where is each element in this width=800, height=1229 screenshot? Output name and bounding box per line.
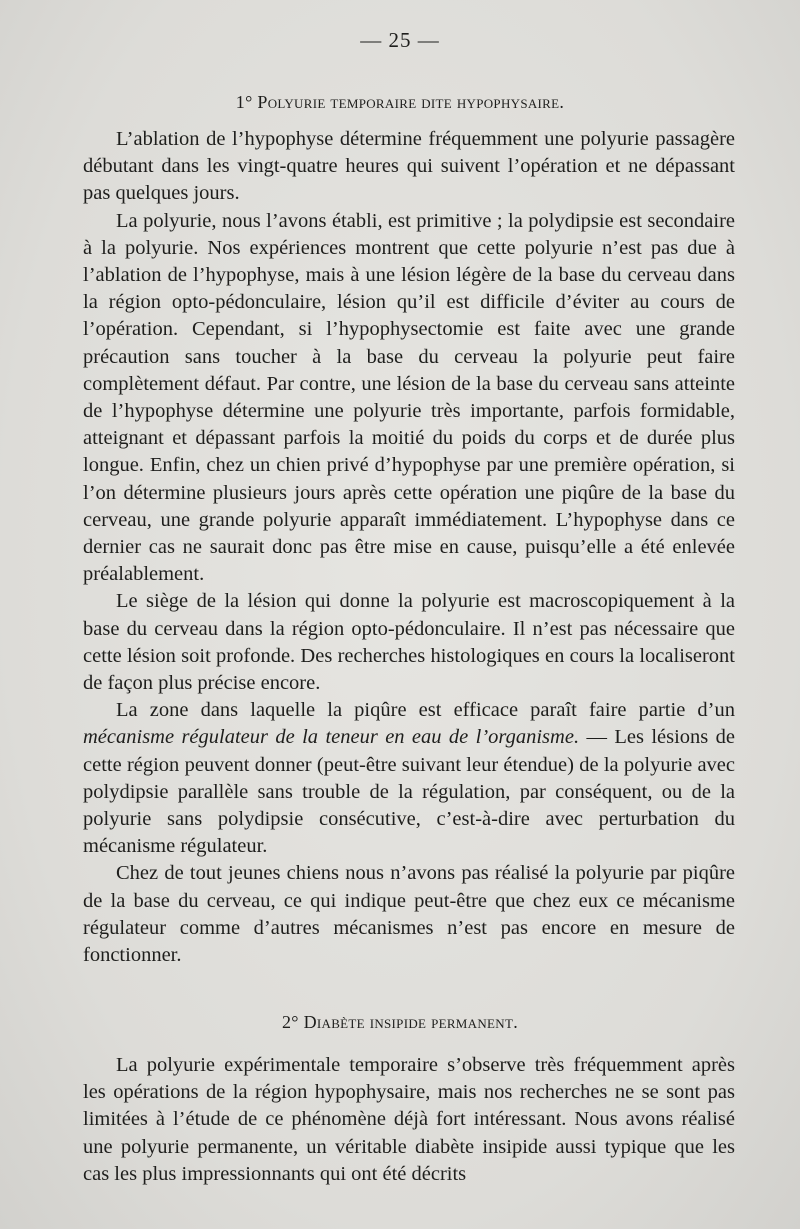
- paragraph: La polyurie expérimentale temporaire s’observe très fréquemment après les opérations de la région hypophysaire, mais nos recherches ne se sont pas limitées à l’étude de ce phénomène déjà fort intéressant. Nous avons réalisé une polyurie permanente, un véritable diabète insipide aussi typique que les cas les plus impressionnants qui ont été décrits: [83, 1054, 735, 1185]
- section-heading-2: [0, 1012, 800, 1033]
- paragraph: [83, 697, 735, 860]
- paragraph: La polyurie, nous l’avons établi, est primitive ; la polydipsie est secondaire à la polyurie. Nos expériences montrent que cette polyurie n’est pas due à l’ablation de l’hypophyse, mais à une lésion légère de la base du cerveau dans la région opto-pédonculaire, lésion qu’il est difficile d’éviter au cours de l’opération. Cependant, si l’hypophysectomie est faite avec une grande précaution sans toucher à la base du cerveau la polyurie peut faire complètement défaut. Par contre, une lésion de la base du cerveau sans atteinte de l’hypophyse détermine une polyurie très importante, parfois formidable, atteignant et dépassant parfois la moitié du poids du corps et de durée plus longue. Enfin, chez un chien privé d’hypophyse par une première opération, si l’on détermine plusieurs jours après cette opération une piqûre de la base du cerveau, une grande polyurie apparaît immédiatement. L’hypophyse dans ce dernier cas ne saurait donc pas être mise en cause, puisqu’elle a été enlevée préalablement.: [83, 209, 735, 586]
- section-heading-1: [0, 92, 800, 113]
- paragraph: Le siège de la lésion qui donne la polyurie est macroscopiquement à la base du cerveau dans la région opto-pédonculaire. Il n’est pas nécessaire que cette lésion soit profonde. Des recherches histologiques en cours la localiseront de façon plus précise encore.: [83, 590, 735, 695]
- section-body-2: [83, 1052, 735, 1188]
- paragraph: Chez de tout jeunes chiens nous n’avons pas réalisé la polyurie par piqûre de la base du cerveau, ce qui indique peut-être que chez eux ce mécanisme régulateur comme d’autres mécanismes n’est pas encore en mesure de fonctionner.: [83, 862, 735, 967]
- page-number: — 25 —: [360, 28, 440, 52]
- section-title-1: Polyurie temporaire dite hypophysaire.: [257, 92, 565, 112]
- paragraph-text: La zone dans laquelle la piqûre est efficace paraît faire partie d’un: [116, 699, 735, 722]
- paragraph: L’ablation de l’hypophyse détermine fréquemment une polyurie passagère débutant dans les vingt-quatre heures qui suivent l’opération et ne dépassant pas quelques jours.: [83, 128, 735, 205]
- section-number-2: 2°: [281, 1012, 299, 1032]
- paragraph-text: — Les lésions de cette région peuvent donner (peut-être suivant leur étendue) de la polyurie avec polydipsie parallèle sans trouble de la régulation, par conséquent, ou de la polyurie sans polydipsie consécutive, c’est-à-dire avec perturbation du mécanisme régulateur.: [83, 726, 735, 858]
- section-number-1: 1°: [235, 92, 253, 112]
- section-body-1: [83, 126, 735, 969]
- section-title-2: Diabète insipide permanent.: [303, 1012, 519, 1032]
- italic-phrase: mécanisme régulateur de la teneur en eau de l’organisme.: [83, 726, 580, 749]
